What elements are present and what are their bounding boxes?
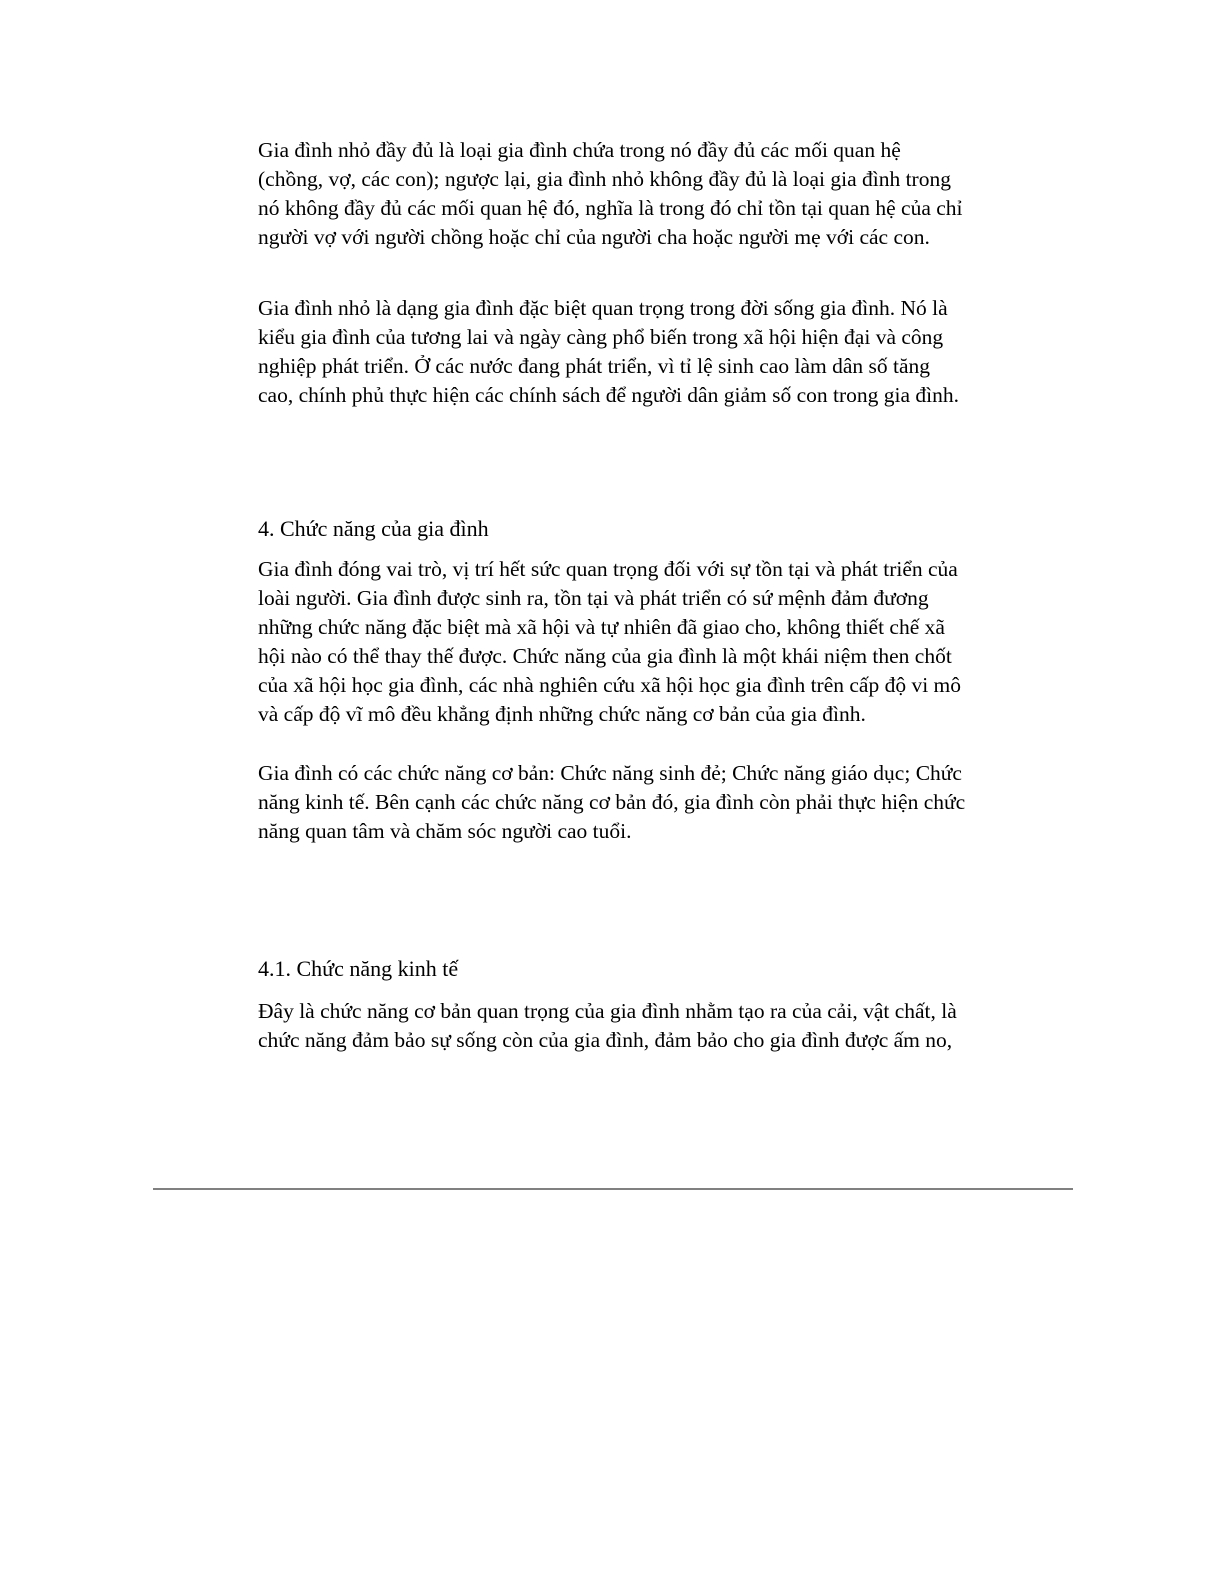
- paragraph-basic-functions: Gia đình có các chức năng cơ bản: Chức năng sinh đẻ; Chức năng giáo dục; Chức năng kinh tế. Bên cạnh các chức năng cơ bản đó, gia đình còn phải thực hiện chức năng quan tâm và chăm sóc người cao tuổi.: [258, 761, 966, 843]
- paragraph-economic-function: Đây là chức năng cơ bản quan trọng của gia đình nhằm tạo ra của cải, vật chất, là chức năng đảm bảo sự sống còn của gia đình, đảm bảo cho gia đình được ấm no,: [258, 999, 957, 1052]
- paragraph-family-role: Gia đình đóng vai trò, vị trí hết sức quan trọng đối với sự tồn tại và phát triển của loài người. Gia đình được sinh ra, tồn tại và phát triển có sứ mệnh đảm đương những chức năng đặc biệt mà xã hội và tự nhiên đã giao cho, không thiết chế xã hội nào có thể thay thế được. Chức năng của gia đình là một khái niệm then chốt của xã hội học gia đình, các nhà nghiên cứu xã hội học gia đình trên cấp độ vi mô và cấp độ vĩ mô đều khẳng định những chức năng cơ bản của gia đình.: [258, 557, 962, 726]
- paragraph-small-family-importance: Gia đình nhỏ là dạng gia đình đặc biệt quan trọng trong đời sống gia đình. Nó là kiểu gia đình của tương lai và ngày càng phổ biến trong xã hội hiện đại và công nghiệp phát triển. Ở các nước đang phát triển, vì tỉ lệ sinh cao làm dân số tăng cao, chính phủ thực hiện các chính sách để người dân giảm số con trong gia đình.: [258, 296, 959, 407]
- page-divider: [153, 1188, 1073, 1190]
- section-heading-family-functions: 4. Chức năng của gia đình: [258, 516, 489, 541]
- paragraph-small-family-types: Gia đình nhỏ đầy đủ là loại gia đình chứa trong nó đầy đủ các mối quan hệ (chồng, vợ, các con); ngược lại, gia đình nhỏ không đầy đủ là loại gia đình trong nó không đầy đủ các mối quan hệ đó, nghĩa là trong đó chỉ tồn tại quan hệ của chỉ người vợ với người chồng hoặc chỉ của người cha hoặc người mẹ với các con.: [258, 138, 963, 249]
- section-heading-economic-function: 4.1. Chức năng kinh tế: [258, 956, 459, 981]
